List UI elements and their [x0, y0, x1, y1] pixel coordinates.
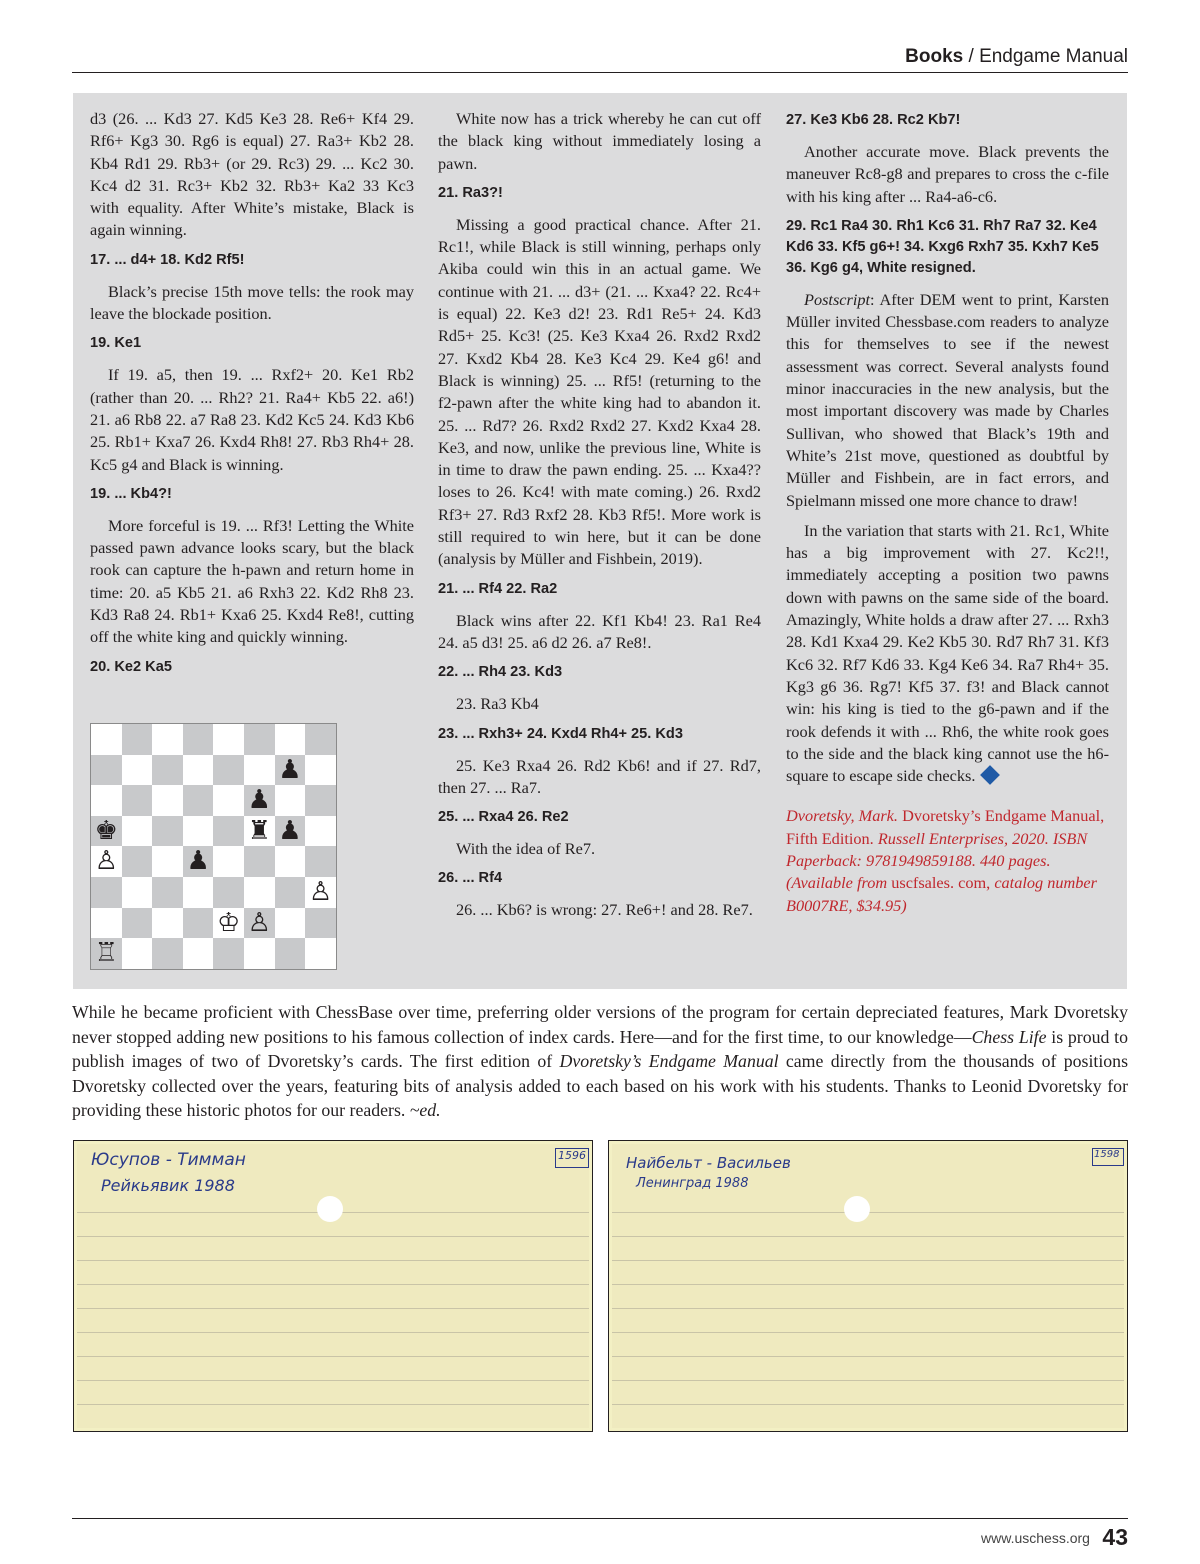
- paragraph: Another accurate move. Black prevents the maneuver Rc8-g8 and prepares to cross the c-file with his king after ... Ra4-a6-c6.: [786, 142, 1109, 206]
- move-heading: 22. ... Rh4 23. Kd3: [438, 664, 563, 681]
- index-card-photo: [73, 1140, 593, 1432]
- move-heading: 21. ... Rf4 22. Ra2: [438, 580, 558, 597]
- board-square: [183, 755, 214, 786]
- card-rule-line: [77, 1380, 589, 1381]
- index-card-photo: [608, 1140, 1128, 1432]
- board-square: [152, 755, 183, 786]
- card-rule-line: [612, 1260, 1124, 1261]
- card-number: 1598: [1094, 1149, 1120, 1160]
- paragraph: White now has a trick whereby he can cut off the black king without immediately losing a pawn.: [438, 109, 761, 173]
- board-square: [122, 877, 153, 908]
- intro-paragraph: While he became proficient with ChessBase over time, preferring older versions of the program for certain depreciated features, Mark Dvoretsky never stopped adding new positions to his famous collection of index cards. Here—and for the first time, to our knowledge—Chess Life is proud to publish images of two of Dvoretsky’s cards. The first edition of Dvoretsky’s Endgame Manual came directly from the thousands of positions Dvoretsky collected over the years, featuring bits of analysis added to each based on his work with his students. Thanks to Leonid Dvoretsky for providing these historic photos for our readers. ~ed.: [72, 1002, 1128, 1120]
- paragraph: 26. ... Kb6? is wrong: 27. Re6+! and 28. Re7.: [456, 900, 753, 920]
- move-heading: 20. Ke2 Ka5: [90, 658, 172, 675]
- board-square: [122, 846, 153, 877]
- move-heading: 19. Ke1: [90, 335, 142, 352]
- board-square: [275, 724, 306, 755]
- board-square: [244, 755, 275, 786]
- card-rule-line: [77, 1236, 589, 1237]
- paragraph: With the idea of Re7.: [456, 839, 596, 859]
- card-surface: [612, 1144, 1124, 1428]
- chess-piece: ♙: [308, 877, 333, 907]
- sidebar-panel: [73, 93, 1127, 989]
- chess-piece: ♜: [247, 815, 271, 846]
- move-heading: 23. ... Rxh3+ 24. Kxd4 Rh4+ 25. Kd3: [438, 725, 683, 742]
- card-rule-line: [77, 1260, 589, 1261]
- board-square: [91, 785, 122, 816]
- board-square: [122, 816, 153, 847]
- board-square: [122, 755, 153, 786]
- column-3: [786, 108, 1109, 925]
- paragraph: 23. Ra3 Kb4: [456, 694, 539, 714]
- chess-piece: ♔: [217, 907, 241, 938]
- board-square: [122, 908, 153, 939]
- paragraph: Black’s precise 15th move tells: the rook may leave the blockade position.: [90, 281, 414, 324]
- move-heading: 21. Ra3?!: [438, 184, 503, 201]
- book-citation: Dvoretsky, Mark. Dvoretsky’s Endgame Manual, Fifth Edition. Russell Enterprises, 2020. ISBN Paperback: 9781949859188. 440 pages. (Available from uscfsales. com, catalog number B0007RE, $34.95): [786, 806, 1105, 915]
- board-square: [213, 877, 244, 908]
- board-square: [275, 785, 306, 816]
- card-rule-line: [612, 1236, 1124, 1237]
- site-url[interactable]: www.uschess.org: [981, 1529, 1090, 1546]
- chess-piece: ♖: [94, 938, 118, 969]
- board-square: [122, 938, 153, 969]
- move-heading: 19. ... Kb4?!: [90, 485, 172, 502]
- board-square: [244, 938, 275, 969]
- column-2: [438, 108, 761, 930]
- paragraph: Missing a good practical chance. After 21. Rc1!, while Black is still winning, perhaps only Akiba could win this in an actual game. We continue with 21. ... d3+ (21. ... Kxa4? 22. Rc4+ is equal) 22. Ke3 d2! 23. Rd1 Re5+ 24. Kd3 Rd5+ 25. Kc3! (25. Ke3 Kxa4 26. Rxd2 Rxd2 27. Kxd2 Kb4 28. Ke3 Kc4 29. Ke4 g6! and Black is winning) 25. ... Rf5! (returning to the f2-pawn after the white king had to abandon it. 25. ... Rd7? 26. Rxd2 Rxd2 27. Kxd2 Kxa4 28. Ke3, and now, unlike the previous line, White is in time to draw the pawn ending. 25. ... Kxa4?? loses to 26. Kc4! with mate coming.) 26. Rxd2 Rf3+ 27. Rd3 Rxf2 28. Kb3 Rf5!. More work is still required to win here, but it can be done (analysis by Müller and Fishbein, 2019).: [438, 214, 761, 569]
- paragraph: d3 (26. ... Kd3 27. Kd5 Ke3 28. Re6+ Kf4 29. Rf6+ Kg3 30. Rg6 is equal) 27. Ra3+ Kb2 28. Kb4 Rd1 29. Rb3+ (or 29. Rc3) 29. ... Kc2 30. Kc4 d2 31. Rc3+ Kb2 32. Rb3+ Ka2 33 Kc3 with equality. After White’s mistake, Black is again winning.: [90, 109, 414, 240]
- board-square: [305, 755, 336, 786]
- card-punch-hole: [844, 1196, 870, 1222]
- board-square: [91, 724, 122, 755]
- paragraph: More forceful is 19. ... Rf3! Letting the White passed pawn advance looks scary, but the black rook can capture the h-pawn and return home in time: 20. a5 Kb5 21. a6 Rxh3 22. Kd2 Rh8 23. Kd3 Ra8 24. Rb1+ Kxa6 25. Kxd4 Re8!, cutting off the white king and quickly winning.: [90, 515, 414, 647]
- board-square: [91, 877, 122, 908]
- board-square: [305, 846, 336, 877]
- card-surface: [77, 1144, 589, 1428]
- board-square: [213, 724, 244, 755]
- section-title: Books / Endgame Manual: [905, 46, 1128, 67]
- card-header: Юсупов - Тимман: [91, 1150, 246, 1170]
- card-subheader: Ленинград 1988: [636, 1176, 749, 1191]
- board-square: [152, 846, 183, 877]
- board-square: [183, 816, 214, 847]
- board-square: [152, 908, 183, 939]
- card-rule-line: [77, 1404, 589, 1405]
- board-square: [305, 908, 336, 939]
- page-number: 43: [1102, 1524, 1128, 1550]
- board-square: [275, 908, 306, 939]
- board-square: [305, 785, 336, 816]
- board-square: [244, 724, 275, 755]
- board-square: [213, 755, 244, 786]
- chess-piece: ♟: [247, 785, 271, 816]
- chess-piece: ♚: [94, 815, 118, 846]
- board-square: [152, 724, 183, 755]
- board-square: [152, 816, 183, 847]
- chess-piece: ♟: [278, 815, 302, 846]
- card-rule-line: [612, 1356, 1124, 1357]
- chess-diagram: [90, 723, 337, 970]
- card-rule-line: [612, 1284, 1124, 1285]
- board-square: [275, 877, 306, 908]
- board-square: [183, 938, 214, 969]
- postscript-paragraph: Postscript: After DEM went to print, Karsten Müller invited Chessbase.com readers to analyze this for themselves to see if the newest assessment was correct. Several analysts found minor inaccuracies in the new analysis, but the most important discovery was made by Charles Sullivan, who showed that Black’s 19th and White’s 21st move, questioned as doubtful by Müller and Fishbein, are in fact errors, and Spielmann missed one more chance to draw!: [786, 289, 1109, 510]
- card-rule-line: [612, 1308, 1124, 1309]
- board-square: [275, 846, 306, 877]
- paragraph: If 19. a5, then 19. ... Rxf2+ 20. Ke1 Rb2 (rather than 20. ... Rh2? 21. Ra4+ Kb5 22. a6!) 21. a6 Rb8 22. a7 Ra8 23. Kd2 Kc5 24. Kd3 Kb6 25. Rb1+ Kxa7 26. Kxd4 Rh8! 27. Rb3 Rh4+ 28. Kc5 g4 and Black is winning.: [90, 365, 414, 474]
- card-rule-line: [77, 1308, 589, 1309]
- citation-link[interactable]: uscfsales. com,: [891, 873, 991, 893]
- card-rule-line: [77, 1356, 589, 1357]
- card-punch-hole: [317, 1196, 343, 1222]
- end-diamond-icon: [980, 765, 1000, 785]
- move-heading: 17. ... d4+ 18. Kd2 Rf5!: [90, 251, 245, 268]
- board-square: [244, 846, 275, 877]
- column-1: [90, 108, 414, 688]
- chess-piece: ♙: [94, 846, 118, 877]
- board-square: [305, 816, 336, 847]
- move-heading: 26. ... Rf4: [438, 870, 503, 887]
- card-header: Найбельт - Васильев: [626, 1154, 791, 1172]
- board-square: [183, 908, 214, 939]
- board-square: [122, 785, 153, 816]
- board-square: [244, 877, 275, 908]
- board-square: [152, 877, 183, 908]
- board-square: [183, 785, 214, 816]
- board-square: [213, 785, 244, 816]
- board-square: [91, 755, 122, 786]
- board-square: [91, 908, 122, 939]
- chess-piece: ♙: [247, 907, 271, 938]
- move-heading: 29. Rc1 Ra4 30. Rh1 Kc6 31. Rh7 Ra7 32. Ke4 Kd6 33. Kf5 g6+! 34. Kxg6 Rxh7 35. Kxh7 Ke5 36. Kg6 g4, White resigned.: [786, 217, 1099, 276]
- board-square: [275, 938, 306, 969]
- paragraph: 25. Ke3 Rxa4 26. Rd2 Kb6! and if 27. Rd7, then 27. ... Ra7.: [438, 755, 761, 797]
- board-square: [183, 877, 214, 908]
- paragraph: In the variation that starts with 21. Rc1, White has a big improvement with 27. Kc2!!, immediately accepting a position two pawns down with pawns on the same side of the board. Amazingly, White holds a draw after 27. ... Rxh3 28. Kd1 Kxa4 29. Ke2 Kb5 30. Rd7 Rh7 31. Kf3 Kc6 32. Rf7 Kd6 33. Kg4 Ke6 34. Ra7 Rh4+ 35. Kg3 g6 36. Rg7! Kf5 37. f3! and Black cannot win: his king is tied to the g6-pawn and if the rook defends it with ... Rh6, the white rook goes to the side and the black king cannot use the h6-square to escape side checks.: [786, 520, 1109, 786]
- card-rule-line: [612, 1404, 1124, 1405]
- running-header: [72, 40, 1128, 73]
- board-square: [152, 938, 183, 969]
- chess-piece: ♟: [186, 846, 210, 877]
- card-number: 1596: [558, 1149, 586, 1162]
- card-subheader: Рейкьявик 1988: [101, 1176, 235, 1195]
- board-square: [122, 724, 153, 755]
- board-square: [305, 938, 336, 969]
- card-rule-line: [77, 1332, 589, 1333]
- board-square: [305, 724, 336, 755]
- board-square: [183, 724, 214, 755]
- paragraph: Black wins after 22. Kf1 Kb4! 23. Ra1 Re4 24. a5 d3! 25. a6 d2 26. a7 Re8!.: [438, 610, 761, 652]
- board-square: [213, 846, 244, 877]
- move-heading: 27. Ke3 Kb6 28. Rc2 Kb7!: [786, 112, 961, 128]
- chess-piece: ♟: [278, 754, 302, 785]
- board-square: [152, 785, 183, 816]
- board-square: [213, 938, 244, 969]
- card-rule-line: [612, 1332, 1124, 1333]
- board-square: [213, 816, 244, 847]
- move-heading: 25. ... Rxa4 26. Re2: [438, 809, 569, 826]
- card-rule-line: [77, 1284, 589, 1285]
- footer: [981, 1524, 1128, 1551]
- footer-rule: [72, 1518, 1128, 1519]
- card-rule-line: [612, 1380, 1124, 1381]
